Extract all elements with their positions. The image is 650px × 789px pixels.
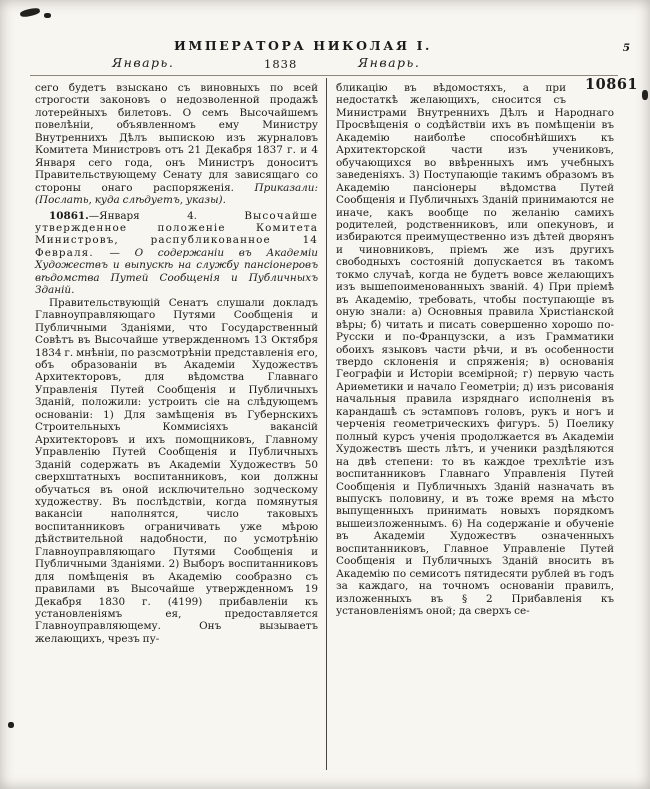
italic-text: Приказали: (Послать, куда слѣдуетъ, указы).	[35, 181, 318, 207]
decree-dash: —	[109, 246, 135, 259]
decree-date: —Января 4.	[88, 209, 245, 222]
paragraph-body: Правительствующій Сенатъ слушали докладъ Главноуправляющаго Путями Сообщенія и Публичными Зданіями, что Государственный Совѣтъ въ Высочайше утвержденномъ 13 Октября 1834 г. мнѣніи, по разсмотрѣніи представленія его, объ образованіи въ Академіи Художествъ Архитекторовъ, для вѣдомства Главнаго Управленія Путей Сообщенія и Публичныхъ Зданій, положили: устроить сіе на слѣдующемъ основаніи: 1) Для замѣщенія въ Губернскихъ Строительныхъ Коммисіяхъ вакансій Архитекторовъ и ихъ помощниковъ, Главному Управленію Путей Сообщенія и Публичныхъ Зданій содержать въ Академіи Художествъ 50 сверхштатныхъ воспитанниковъ, кои должны обучаться въ оной исключительно зодческому художеству. Въ послѣдствіи, когда помянутыя вакансіи наполнятся, число таковыхъ воспитанниковъ ограничивать уже мѣрою дѣйствительной надобности, по усмотрѣнію Главноуправляющаго Путями Сообщенія и Публичными Зданіями. 2) Выборъ воспитанниковъ для помѣщенія въ Академію сообразно съ правилами въ Высочайше утвержденномъ 19 Декабря 1830 г. (4199) прибавленіи къ установленіямъ ея, предоставляется Главноуправляющему. Онъ вызываетъ желающихъ, чрезъ пу-	[35, 296, 318, 645]
scan-artifact	[8, 722, 14, 728]
decree-subject: О содержаніи въ Академіи Художествъ и выпускѣ на службу пансіонеровъ вѣдомства Путей Сообщенія и Публичныхъ Зданій.	[35, 246, 319, 297]
decree-number: 10861.	[49, 209, 89, 222]
body-text: сего будетъ взыскано съ виновныхъ по всей строгости законовъ о недозволенной продажѣ лотерейныхъ билетовъ. О семъ Высочайшемъ повелѣніи, объявленномъ ему Министру Внутреннихъ Дѣлъ выпискою изъ журналовъ Комитета Министровъ отъ 21 Декабря 1837 г. и 4 Января сего года, онъ Министръ доноситъ Правительствующему Сенату для зависящаго со стороны онаго распоряженія.	[35, 82, 318, 194]
paragraph-continuation: бликацію въ вѣдомостяхъ, а при недостаткѣ желающихъ, сносится съ Министрами Внутреннихъ Дѣлъ и Народнаго Просвѣщенія о содѣйствіи ихъ въ помѣщеніи въ Академію наиболѣе способнѣйшихъ къ Архитекторской части изъ учениковъ, обучающихся во ввѣренныхъ имъ учебныхъ заведеніяхъ. 3) Поступающіе такимъ образомъ въ Академію пансіонеры вѣдомства Путей Сообщенія и Публичныхъ Зданій принимаются не иначе, какъ вообще по желанію самихъ родителей, родственниковъ, или опекуновъ, и избираются преимущественно изъ дѣтей дворянъ и чиновниковъ, пріемъ же изъ другихъ свободныхъ состояній допускается въ такомъ токмо случаѣ, когда не будетъ вовсе желающихъ изъ вышепоименованныхъ званій. 4) При пріемѣ въ Академію, требовать, чтобы поступающіе въ оную знали: а) Основныя правила Христіанской вѣры; б) читать и писать совершенно хорошо по-Русски и по-Французски, а изъ Грамматики обоихъ языковъ части рѣчи, и въ особенности твердо склоненія и спряженія; в) основанія Географіи и Исторіи всемірной; г) первую часть Ариѳметики и начало Геометріи; д) изъ рисованія начальныя правила изряднаго исполненія въ карандашѣ съ эстамповъ головъ, рукъ и ногъ и черченія геометрическихъ фигуръ. 5) Поелику полный курсъ ученія продолжается въ Академіи Художествъ шесть лѣтъ, и ученики раздѣляются на двѣ степени: то въ каждое трехлѣтіе изъ воспитанниковъ Главнаго Управленія Путей Сообщенія и Публичныхъ Зданій назначать въ выпускъ половину, и въ тоже время на мѣсто выпущенныхъ принимать новыхъ порядкомъ вышеизложеннымъ. 6) На содержаніе и обученіе въ Академіи Художествъ означенныхъ воспитанниковъ, Главное Управленіе Путей Сообщенія и Публичныхъ Зданій вносить въ Академію по семисотъ пятидесяти рублей въ годъ за каждаго, на точномъ основаніи правилъ, изложенныхъ въ § 2 Прибавленія къ установленіямъ оной; да сверхъ се-	[336, 82, 614, 618]
right-column	[336, 82, 614, 617]
decree-heading	[35, 210, 318, 297]
margin-number-spacer	[566, 82, 614, 106]
decree-margin-number: 10861	[585, 76, 638, 93]
running-head-month-left: Январь.	[112, 55, 175, 70]
paragraph-continuation	[35, 82, 318, 207]
scan-artifact	[642, 90, 648, 100]
page-number: 5	[622, 42, 630, 54]
scan-artifact	[19, 7, 40, 18]
left-column	[35, 82, 318, 645]
scan-artifact	[44, 13, 51, 18]
decree-title: Высочайше утвержденное положеніе Комитета Министровъ, распубликованное 14 Февраля.	[35, 209, 318, 259]
header-rule	[30, 75, 618, 76]
page-title: ИМПЕРАТОРА НИКОЛАЯ I.	[174, 38, 432, 53]
column-divider	[326, 78, 327, 770]
running-head-month-right: Январь.	[358, 55, 421, 70]
running-head-year: 1838	[264, 57, 298, 71]
